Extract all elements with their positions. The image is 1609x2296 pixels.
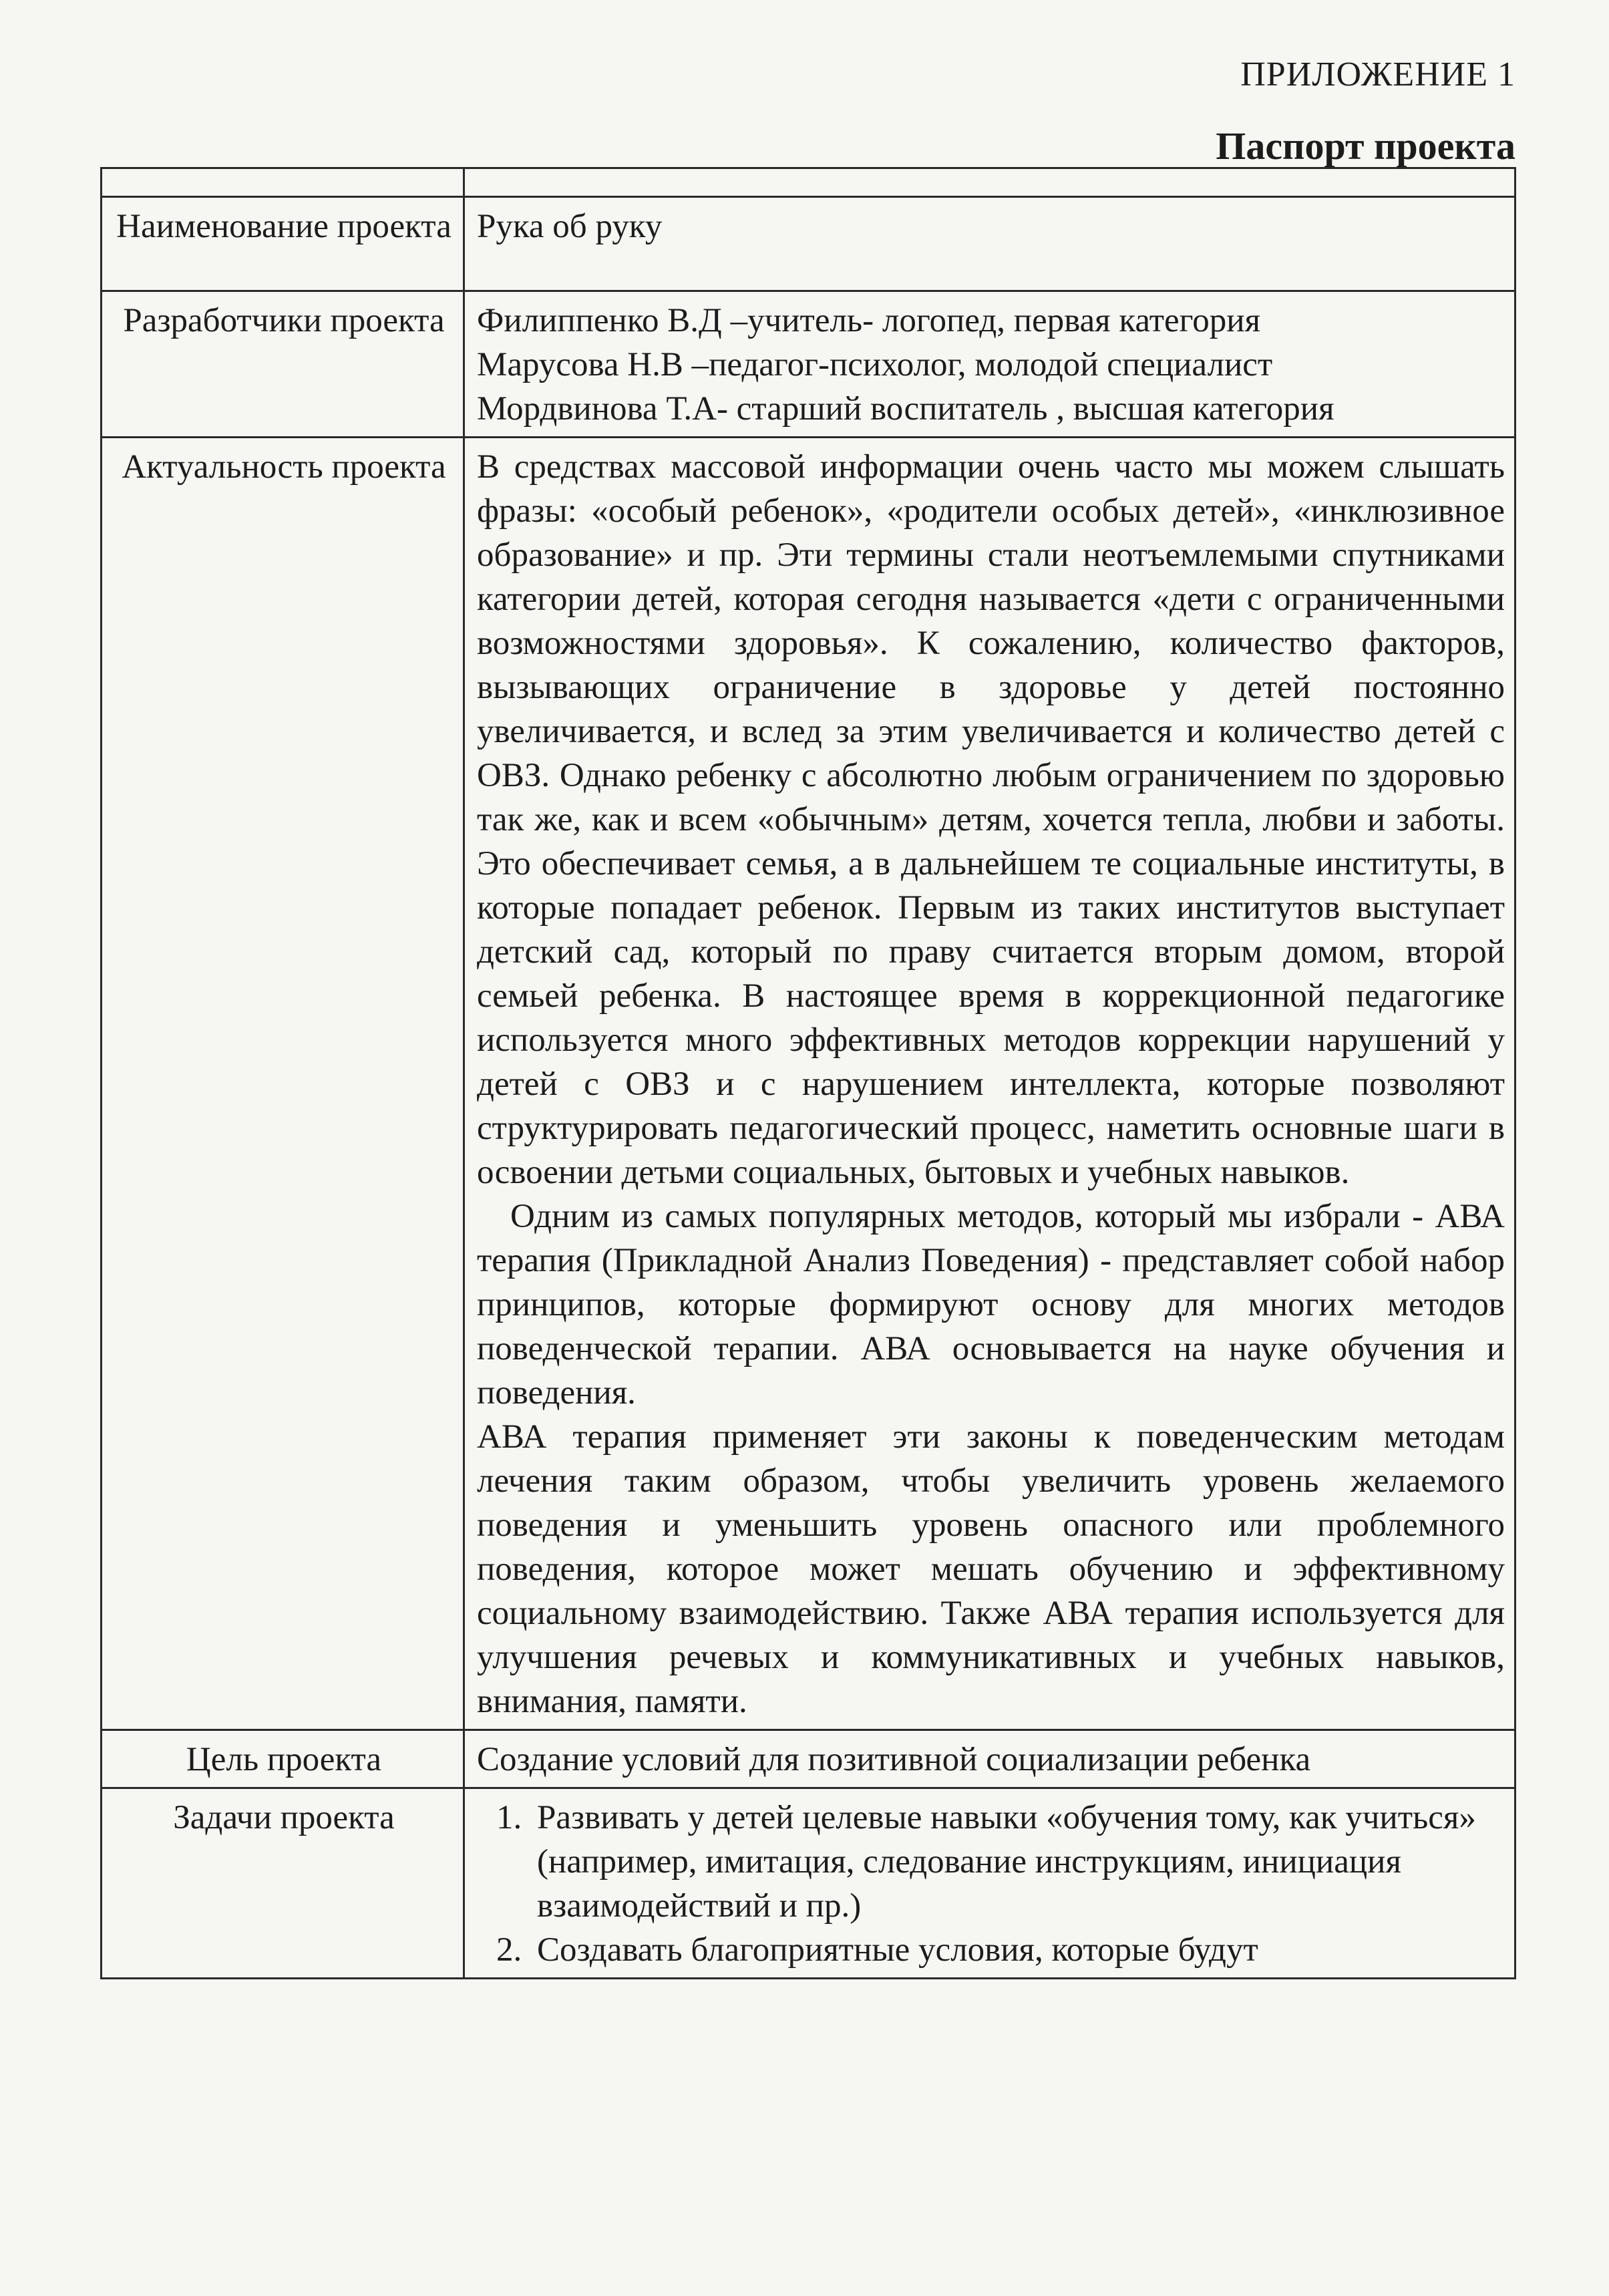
row-label: Разработчики проекта — [102, 291, 464, 438]
table-row-developers — [102, 291, 1515, 438]
table-row-name — [102, 197, 1515, 291]
table-row-tasks — [102, 1788, 1515, 1979]
empty-cell — [102, 168, 464, 197]
task-item: 2. Создавать благоприятные условия, которые будут — [530, 1928, 1505, 1972]
row-label: Задачи проекта — [102, 1788, 464, 1979]
tasks-list — [477, 1796, 1505, 1972]
task-item: 1. Развивать у детей целевые навыки «обучения тому, как учиться» (например, имитация, следование инструкциям, инициация взаимодействий и пр.) — [530, 1796, 1505, 1928]
table-row-relevance — [102, 438, 1515, 1730]
developer-line: Мордвинова Т.А- старший воспитатель , высшая категория — [477, 390, 1334, 428]
empty-cell — [464, 168, 1515, 197]
goal-value: Создание условий для позитивной социализации ребенка — [464, 1730, 1515, 1788]
appendix-label: ПРИЛОЖЕНИЕ 1 — [1240, 55, 1515, 94]
table-row-goal — [102, 1730, 1515, 1788]
row-label: Наименование проекта — [102, 197, 464, 291]
developer-line: Марусова Н.В –педагог-психолог, молодой специалист — [477, 346, 1273, 383]
document-title: Паспорт проекта — [1216, 124, 1515, 168]
developers-cell — [464, 291, 1515, 438]
table-header-row — [102, 168, 1515, 197]
relevance-cell — [464, 438, 1515, 1730]
relevance-paragraph: Одним из самых популярных методов, который мы избрали - АВА терапия (Прикладной Анализ Поведения) - представляет собой набор принципов, которые формируют основу для многих методов поведенческой терапии. АВА основывается на науке обучения и поведения. — [477, 1198, 1505, 1412]
relevance-paragraph: В средствах массовой информации очень часто мы можем слышать фразы: «особый ребенок», «родители особых детей», «инклюзивное образование» и пр. Эти термины стали неотъемлемыми спутниками категории детей, которая сегодня называется «дети с ограниченными возможностями здоровья». К сожалению, количество факторов, вызывающих ограничение в здоровье у детей постоянно увеличивается, и вслед за этим увеличивается и количество детей с ОВЗ. Однако ребенку с абсолютно любым ограничением по здоровью так же, как и всем «обычным» детям, хочется тепла, любви и заботы. Это обеспечивает семья, а в дальнейшем те социальные институты, в которые попадает ребенок. Первым из таких институтов выступает детский сад, который по праву считается вторым домом, второй семьей ребенка. В настоящее время в коррекционной педагогике используется много эффективных методов коррекции нарушений у детей с ОВЗ и с нарушением интеллекта, которые позволяют структурировать педагогический процесс, наметить основные шаги в освоении детьми социальных, бытовых и учебных навыков. — [477, 448, 1505, 1191]
project-passport-table — [100, 167, 1516, 1979]
tasks-cell — [464, 1788, 1515, 1979]
relevance-paragraph: АВА терапия применяет эти законы к поведенческим методам лечения таким образом, чтобы увеличить уровень желаемого поведения и уменьшить уровень опасного или проблемного поведения, которое может мешать обучению и эффективному социальному взаимодействию. Также АВА терапия используется для улучшения речевых и коммуникативных и учебных навыков, внимания, памяти. — [477, 1418, 1505, 1720]
row-label: Цель проекта — [102, 1730, 464, 1788]
project-name-value: Рука об руку — [464, 197, 1515, 291]
row-label: Актуальность проекта — [102, 438, 464, 1730]
developer-line: Филиппенко В.Д –учитель- логопед, первая категория — [477, 302, 1261, 339]
